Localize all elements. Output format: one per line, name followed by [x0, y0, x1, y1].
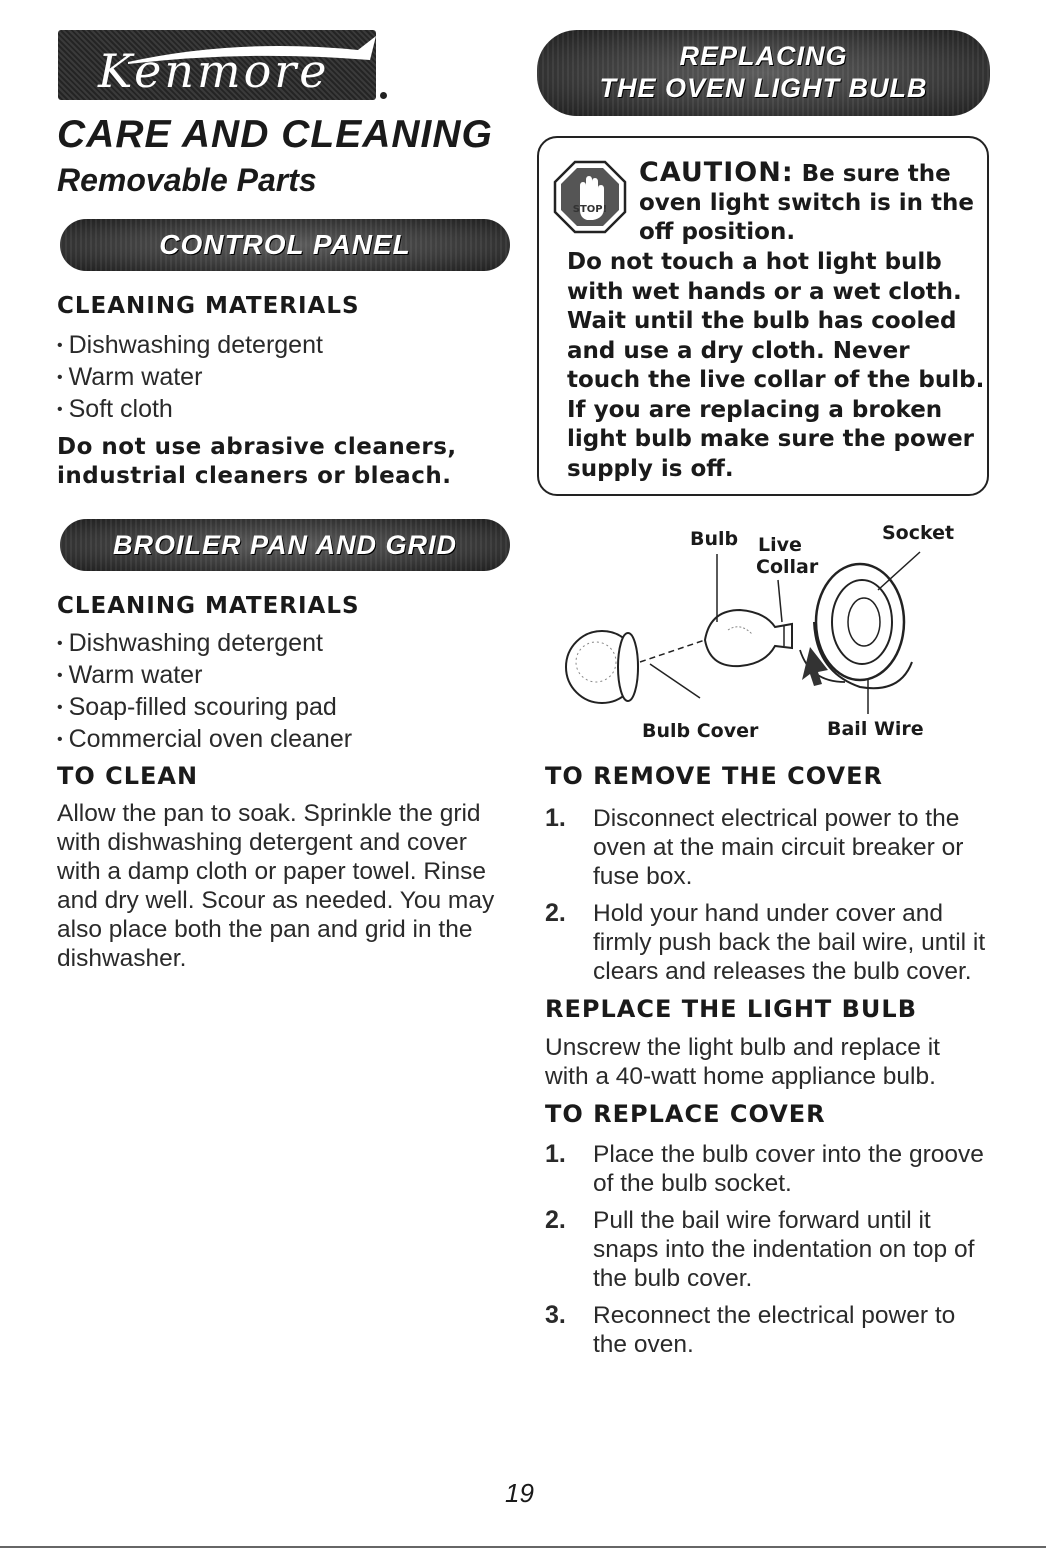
bulb-diagram: [560, 522, 970, 747]
label-collar: Collar: [756, 556, 819, 578]
logo-wordmark: Kenmore: [98, 44, 330, 98]
list-item: • Dishwashing detergent: [57, 331, 323, 363]
to-clean-text: Allow the pan to soak. Sprinkle the grid with dishwashing detergent and cover with a damp cloth or paper towel. Rinse and dry well. Scour as needed. You may also place both the pan and grid in the dishwasher.: [57, 800, 495, 972]
replace-bulb-text: Unscrew the light bulb and replace it with a 40-watt home appliance bulb.: [545, 1034, 940, 1090]
replace-bulb-heading: REPLACE THE LIGHT BULB: [545, 995, 918, 1023]
broiler-banner: BROILER PAN AND GRID: [60, 519, 510, 571]
oven-light-banner-line2: THE OVEN LIGHT BULB: [599, 73, 928, 103]
list-item: [545, 804, 990, 891]
list-item: [545, 1206, 990, 1293]
control-panel-materials-heading: CLEANING MATERIALS: [57, 293, 360, 319]
caution-heading-text: Be sure the oven light switch is in the off position.: [639, 161, 975, 245]
oven-light-banner: [537, 30, 990, 116]
to-clean-heading: TO CLEAN: [57, 762, 199, 790]
control-panel-materials-list: [57, 331, 323, 427]
step-text: Pull the bail wire forward until it snaps into the indentation on top of the bulb cover.: [593, 1207, 975, 1292]
label-live: Live: [758, 534, 802, 556]
remove-cover-steps: [545, 804, 990, 994]
list-item: [545, 1140, 990, 1198]
page-number: 19: [505, 1478, 534, 1508]
list-item: [545, 1301, 990, 1359]
list-item: • Commercial oven cleaner: [57, 725, 352, 757]
light-bulb-shape: [705, 610, 792, 666]
control-panel-banner: CONTROL PANEL: [60, 219, 510, 271]
list-item: • Warm water: [57, 363, 323, 395]
bulb-cover-shape: [566, 631, 638, 703]
caution-box: [537, 136, 989, 496]
step-text: Hold your hand under cover and firmly push back the bail wire, until it clears and releases the bulb cover.: [593, 900, 986, 985]
step-number: 1.: [545, 804, 566, 832]
broiler-materials-heading: CLEANING MATERIALS: [57, 593, 360, 619]
list-item: • Dishwashing detergent: [57, 629, 352, 661]
step-number: 1.: [545, 1140, 566, 1168]
stop-sign-text: STOP!: [572, 204, 608, 215]
replace-cover-heading: TO REPLACE COVER: [545, 1100, 826, 1128]
step-number: 2.: [545, 899, 566, 927]
broiler-materials-list: [57, 629, 352, 757]
list-item: • Soft cloth: [57, 395, 323, 427]
label-bulb: Bulb: [690, 528, 739, 550]
logo-trademark-dot: [380, 92, 387, 99]
list-item: • Soap-filled scouring pad: [57, 693, 352, 725]
caution-body: Do not touch a hot light bulb with wet hands or a wet cloth. Wait until the bulb has cooled and use a dry cloth. Never touch the live collar of the bulb. If you are replacing a broken light bulb make sure the power supply is off.: [567, 249, 985, 482]
remove-cover-heading: TO REMOVE THE COVER: [545, 762, 883, 790]
step-number: 2.: [545, 1206, 566, 1234]
step-text: Reconnect the electrical power to the oven.: [593, 1302, 956, 1358]
step-number: 3.: [545, 1301, 566, 1329]
control-panel-warning: Do not use abrasive cleaners, industrial cleaners or bleach.: [57, 434, 457, 489]
list-item: • Warm water: [57, 661, 352, 693]
list-item: [545, 899, 990, 986]
caution-label: CAUTION:: [639, 157, 794, 188]
label-socket: Socket: [882, 522, 955, 544]
label-bulb-cover: Bulb Cover: [642, 720, 759, 742]
kenmore-logo: [58, 30, 376, 100]
step-text: Disconnect electrical power to the oven at the main circuit breaker or fuse box.: [593, 805, 964, 890]
page-title: CARE AND CLEANING: [57, 113, 493, 156]
stop-hand-icon: [553, 160, 627, 234]
step-text: Place the bulb cover into the groove of the bulb socket.: [593, 1141, 984, 1197]
footer-rule: [0, 1546, 1046, 1548]
oven-light-banner-line1: REPLACING: [679, 41, 848, 71]
replace-cover-steps: [545, 1140, 990, 1367]
page-subtitle: Removable Parts: [57, 162, 317, 198]
caution-heading: [639, 158, 979, 247]
socket-shape: [814, 564, 912, 688]
label-bail-wire: Bail Wire: [827, 718, 924, 740]
